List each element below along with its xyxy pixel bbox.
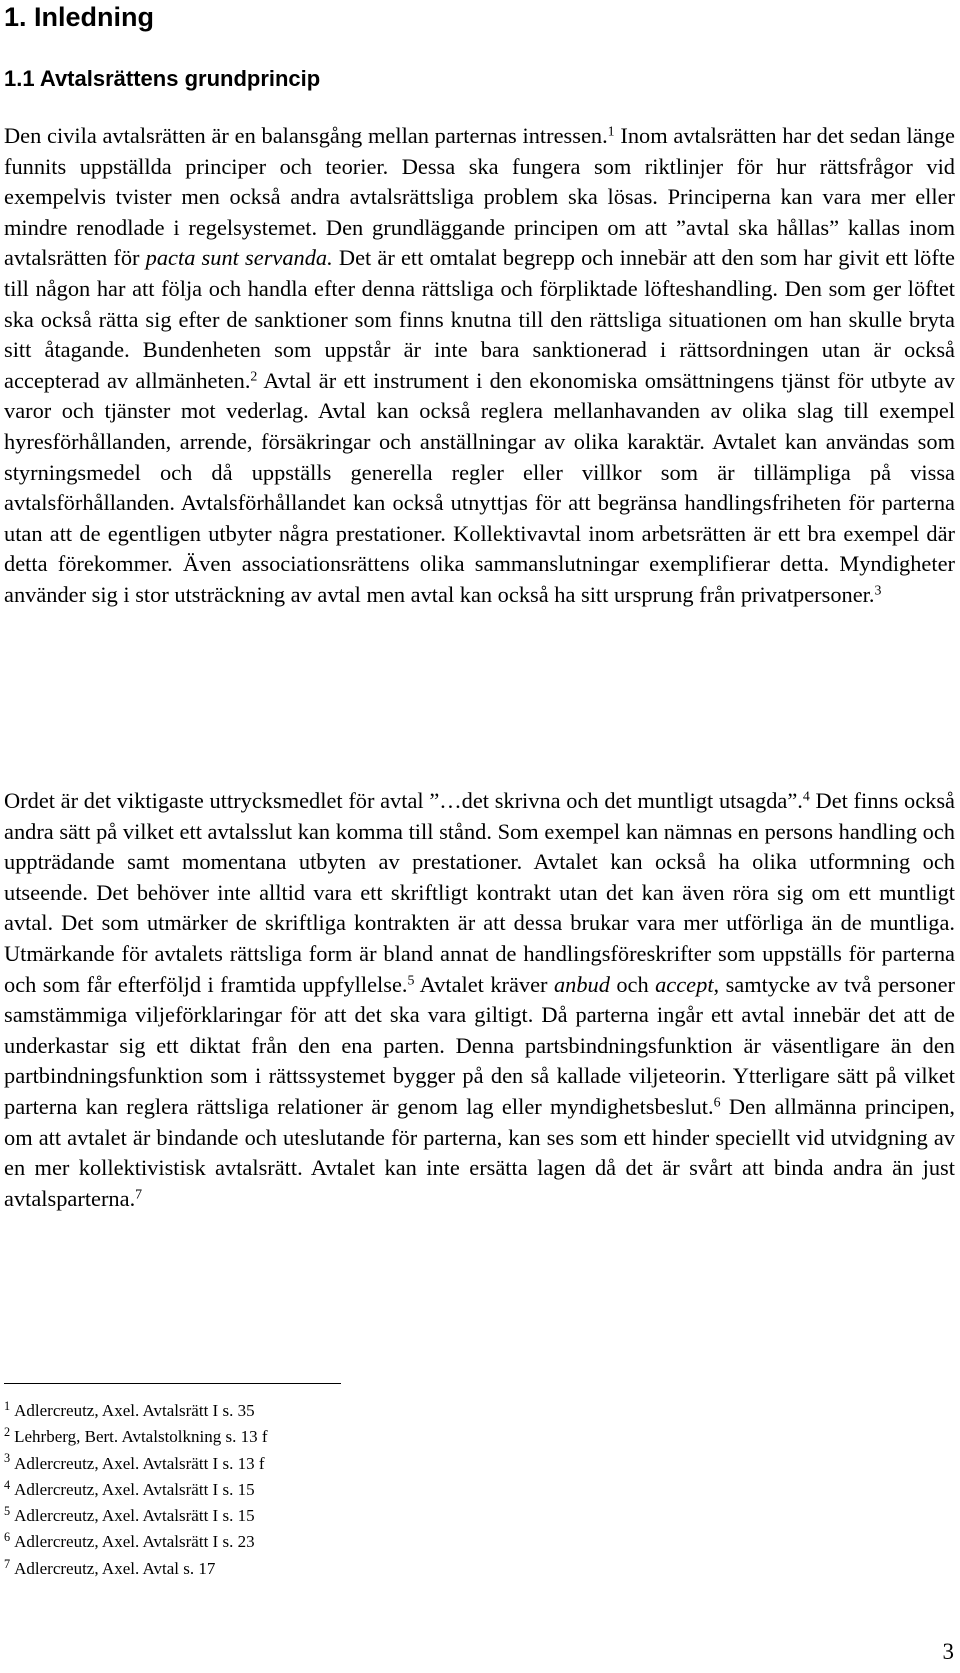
p1-text-1: Den civila avtalsrätten är en balansgång mellan parternas intressen. — [4, 123, 608, 148]
footnote-divider — [4, 1383, 341, 1384]
p1-text-3: Det är ett omtalat begrepp och innebär att den som har givit ett löfte till någon har att följa och handla efter denna rättsliga och förpliktade löfteshandling. Den som ger löftet ska också rätta sig efter de sanktioner som finns knutna till den rättsliga situationen om han skulle bryta sitt åtagande. Bundenheten som uppstår är inte bara sanktionerad i rättsordningen utan är också accepterad av allmänheten. — [4, 245, 955, 393]
p1-italic-term: pacta sunt servanda. — [145, 245, 333, 271]
p2-text-2: Det finns också andra sätt på vilket ett avtalsslut kan komma till stånd. Som exempel kan nämnas en persons handling och uppträdande samt momentana utbyten av prestationer. Avtalet kan också ha olika utformning och utseende. Det behöver inte alltid vara ett skriftligt kontrakt utan det kan även röra sig om ett muntligt avtal. Det som utmärker de skriftliga kontrakten är att dessa brukar vara mer utförliga än de muntliga. Utmärkande för avtalets rättsliga form är bland annat de handlingsföreskrifter som uppställs för parterna och som får efterföljd i framtida uppfyllelse. — [4, 788, 955, 997]
footnote-item — [4, 1398, 268, 1424]
footnote-number: 3 — [4, 1451, 11, 1466]
footnote-item — [4, 1556, 268, 1582]
footnote-ref-4: 4 — [802, 789, 810, 805]
footnote-text: Adlercreutz, Axel. Avtalsrätt I s. 15 — [14, 1506, 255, 1526]
p1-text-2: Inom avtalsrätten har det sedan länge funnits uppställda principer och teorier. Dessa ska fungera som riktlinjer för hur rättsfrågor vid exempelvis tvister men också andra avtalsrättsliga problem ska lösas. Principerna kan vara mer eller mindre renodlade i regelsystemet. Den grundläggande principen om att ”avtal ska hållas” kallas inom avtalsrätten för — [4, 123, 955, 271]
footnote-item — [4, 1477, 268, 1503]
p2-italic-accept: accept — [655, 971, 714, 997]
footnote-number: 5 — [4, 1504, 11, 1519]
p2-text-6: Den allmänna principen, om att avtalet är bindande och uteslutande för parterna, kan ses som ett hinder speciellt vid utvidgning av en mer kollektivistisk avtalsrätt. Avtalet kan inte ersätta lagen då det är svårt att binda andra än just avtalsparterna. — [4, 1093, 955, 1211]
footnote-text: Adlercreutz, Axel. Avtal s. 17 — [14, 1558, 216, 1578]
p2-italic-anbud: anbud — [553, 971, 610, 997]
footnote-ref-7: 7 — [135, 1187, 143, 1203]
body-paragraph-1 — [4, 121, 955, 611]
section-heading: 1.1 Avtalsrättens grundprincip — [4, 66, 321, 91]
page-number: 3 — [942, 1639, 954, 1664]
footnote-number: 2 — [4, 1425, 11, 1440]
footnote-list — [4, 1398, 268, 1582]
p1-text-4: Avtal är ett instrument i den ekonomiska omsättningens tjänst för utbyte av varor och tjänster mot vederlag. Avtal kan också reglera mellanhavanden av olika slag till exempel hyresförhållanden, arrende, försäkringar och anställningar av olika karaktär. Avtalet kan användas som styrningsmedel och då uppställs generella regler eller villkor som är tillämpliga på vissa avtalsförhållanden. Avtalsförhållandet kan också utnyttjas för att begränsa handlingsfriheten för parterna utan att de egentligen utbyter några prestationer. Kollektivavtal inom arbetsrätten är ett bra exempel där detta förekommer. Även associationsrättens olika sammanslutningar exemplifierar detta. Myndigheter använder sig i stor utsträckning av avtal men avtal kan också ha sitt ursprung från privatpersoner. — [4, 367, 955, 607]
chapter-heading: 1. Inledning — [4, 2, 155, 32]
footnote-number: 1 — [4, 1398, 11, 1413]
footnote-ref-6: 6 — [713, 1095, 721, 1111]
footnote-ref-5: 5 — [407, 972, 415, 988]
footnote-ref-3: 3 — [874, 583, 882, 599]
p2-text-4: och — [609, 971, 656, 997]
footnote-item — [4, 1503, 268, 1529]
footnote-number: 6 — [4, 1530, 11, 1545]
footnote-number: 7 — [4, 1556, 11, 1571]
footnote-number: 4 — [4, 1477, 11, 1492]
footnote-item — [4, 1451, 268, 1477]
body-paragraph-2 — [4, 786, 955, 1214]
footnote-item — [4, 1529, 268, 1555]
footnote-text: Adlercreutz, Axel. Avtalsrätt I s. 35 — [14, 1401, 255, 1420]
footnote-ref-2: 2 — [250, 369, 258, 385]
footnote-text: Adlercreutz, Axel. Avtalsrätt I s. 13 f — [14, 1453, 265, 1473]
p2-text-3: Avtalet kräver — [414, 971, 554, 997]
footnote-text: Lehrberg, Bert. Avtalstolkning s. 13 f — [14, 1427, 268, 1447]
footnote-text: Adlercreutz, Axel. Avtalsrätt I s. 23 — [14, 1532, 255, 1552]
p2-text-5: , samtycke av två personer samstämmiga viljeförklaringar för att det ska vara giltigt. Då parterna ingår ett avtal innebär det att de underkastar sig ett diktat från den ena parten. Denna partsbindningsfunktion är väsentligare än den partbindningsfunktion som i rättssystemet bygger på den så kallade viljeteorin. Ytterligare sätt på vilket parterna kan reglera rättsliga relationer är genom lag eller myndighetsbeslut. — [4, 971, 955, 1119]
footnote-item — [4, 1424, 268, 1450]
p2-text-1: Ordet är det viktigaste uttrycksmedlet för avtal ”…det skrivna och det muntligt utsagda”. — [4, 788, 803, 813]
footnote-ref-1: 1 — [607, 124, 615, 140]
footnote-text: Adlercreutz, Axel. Avtalsrätt I s. 15 — [14, 1479, 255, 1499]
